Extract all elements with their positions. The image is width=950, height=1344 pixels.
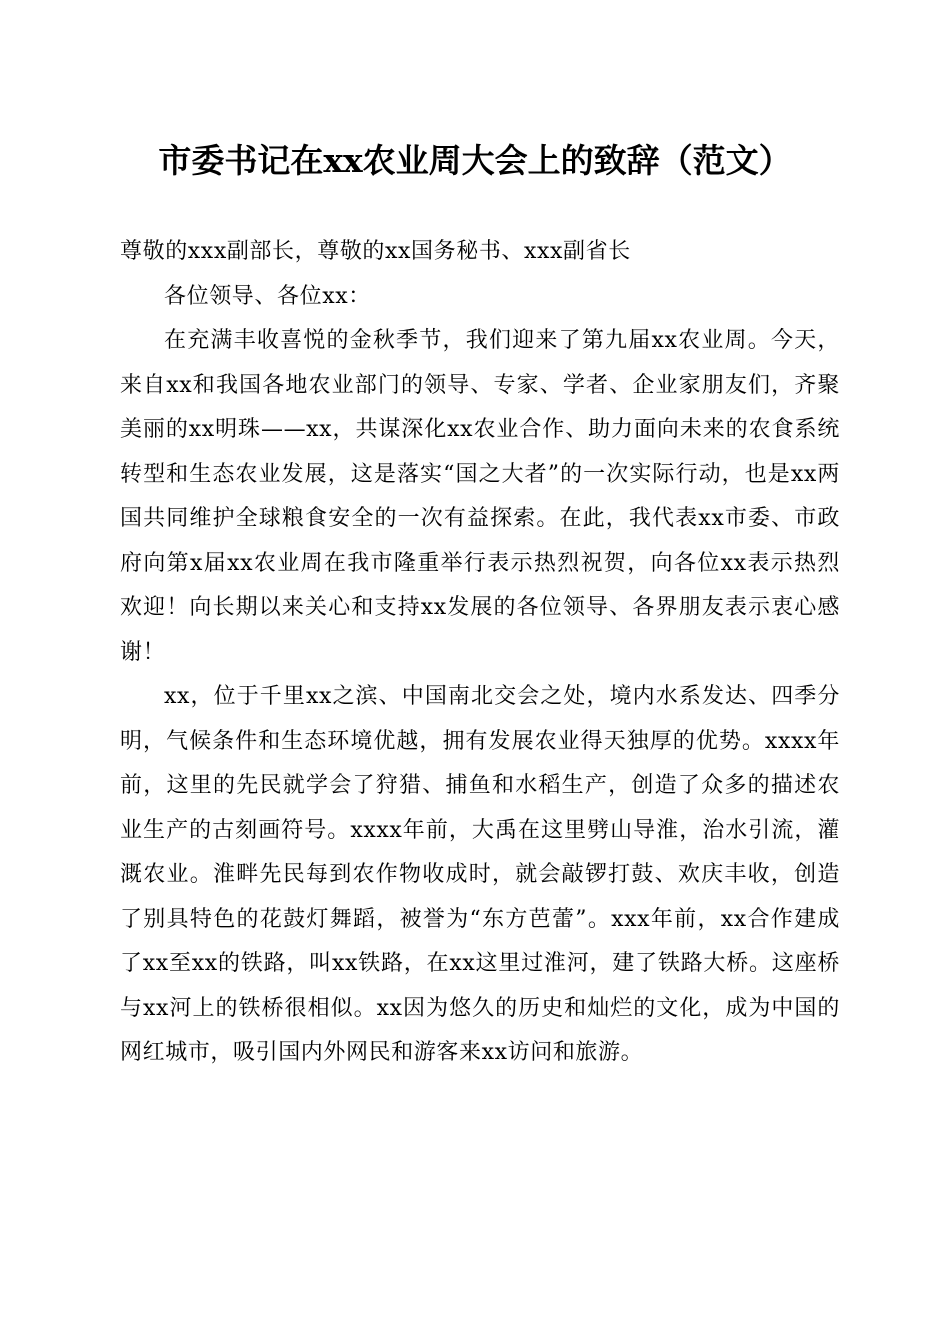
salutation-line: 尊敬的xxx副部长，尊敬的xx国务秘书、xxx副省长 — [120, 239, 631, 264]
body-paragraph: 在充满丰收喜悦的金秋季节，我们迎来了第九届xx农业周。今天，来自xx和我国各地农业部门的领导、专家、学者、企业家朋友们，齐聚美丽的xx明珠——xx，共谋深化xx农业合作、助力面向未来的农食系统转型和生态农业发展，这是落实“国之大者”的一次实际行动，也是xx两国共同维护全球粮食安全的一次有益探索。在此，我代表xx市委、市政府向第x届xx农业周在我市隆重举行表示热烈祝贺，向各位xx表示热烈欢迎！向长期以来关心和支持xx发展的各位领导、各界朋友表示衷心感谢！ — [120, 328, 840, 665]
greeting-line: 各位领导、各位xx： — [164, 283, 371, 309]
document-title: 市委书记在xx农业周大会上的致辞（范文） — [158, 141, 792, 180]
body-paragraph: xx，位于千里xx之滨、中国南北交会之处，境内水系发达、四季分明，气候条件和生态环境优越，拥有发展农业得天独厚的优势。xxxx年前，这里的先民就学会了狩猎、捕鱼和水稻生产，创造了众多的描述农业生产的古刻画符号。xxxx年前，大禹在这里劈山导淮，治水引流，灌溉农业。淮畔先民每到农作物收成时，就会敲锣打鼓、欢庆丰收，创造了别具特色的花鼓灯舞蹈，被誉为“东方芭蕾”。xxx年前，xx合作建成了xx至xx的铁路，叫xx铁路，在xx这里过淮河，建了铁路大桥。这座桥与xx河上的铁桥很相似。xx因为悠久的历史和灿烂的文化，成为中国的网红城市，吸引国内外网民和游客来xx访问和旅游。 — [120, 684, 840, 1065]
document-body — [120, 230, 840, 1076]
